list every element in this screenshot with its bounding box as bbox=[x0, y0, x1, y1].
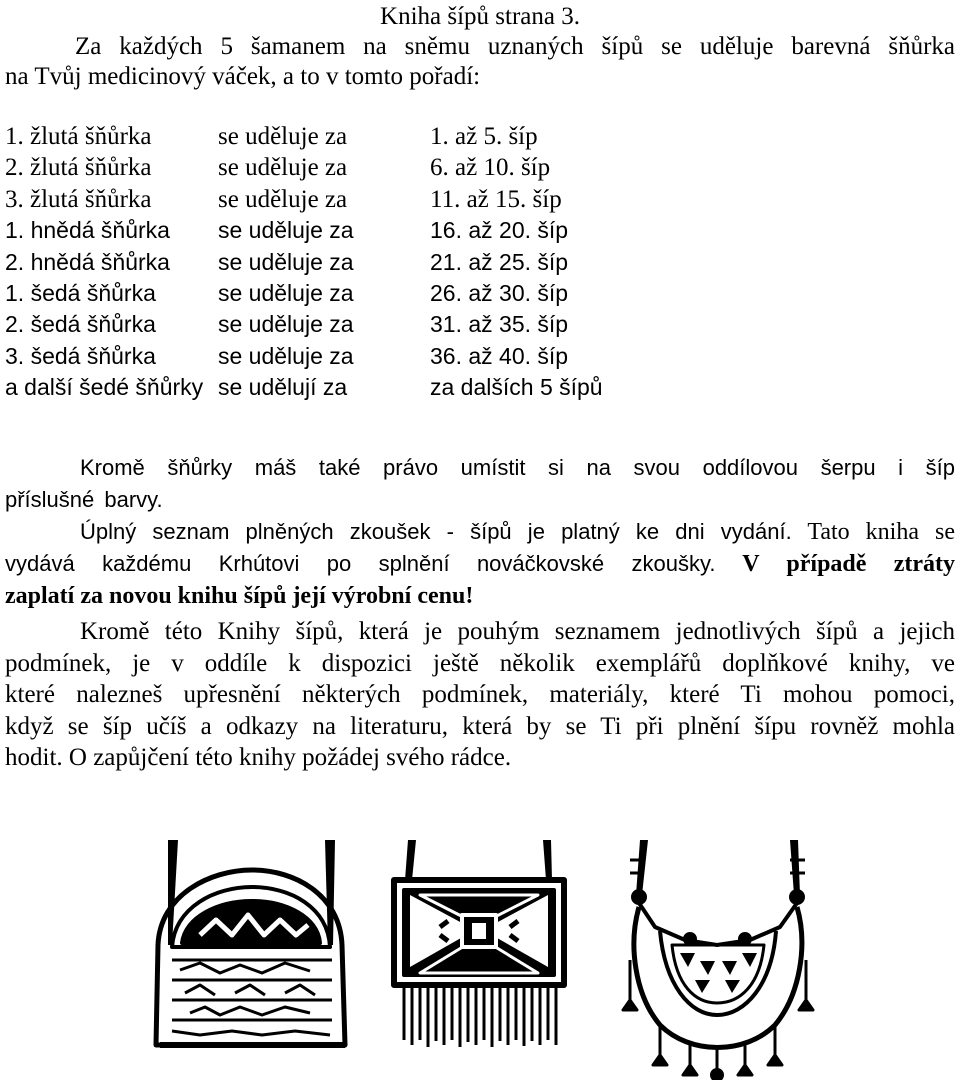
page-title: Kniha šípů strana 3. bbox=[380, 3, 580, 30]
supplement-paragraph bbox=[5, 616, 955, 774]
award-verb: se uděluje za bbox=[218, 217, 354, 244]
validity-text-3: vydává každému Krhútovi po splnění nováčkovské zkoušky. bbox=[5, 551, 716, 576]
validity-line-3 bbox=[5, 580, 955, 612]
award-verb: se uděluje za bbox=[218, 154, 348, 182]
arrow-range: 11. až 15. šíp bbox=[430, 185, 562, 213]
pouch-beaded-icon bbox=[623, 840, 813, 1080]
arrow-range: 26. až 30. šíp bbox=[430, 279, 569, 306]
medicine-pouch-illustrations bbox=[0, 835, 960, 1080]
award-verb: se uděluje za bbox=[218, 123, 348, 150]
validity-line-2 bbox=[5, 548, 955, 580]
arrow-range: 21. až 25. šíp bbox=[430, 248, 569, 275]
cord-name: 2. šedá šňůrka bbox=[5, 311, 156, 338]
table-row bbox=[5, 152, 955, 183]
table-row bbox=[5, 247, 955, 278]
table-row bbox=[5, 121, 955, 152]
validity-line-1 bbox=[5, 516, 955, 548]
cord-name: 1. šedá šňůrka bbox=[5, 279, 156, 306]
award-verb: se uděluje za bbox=[218, 311, 354, 338]
pouch-square-icon bbox=[394, 840, 564, 1047]
arrow-range: 6. až 10. šíp bbox=[430, 154, 551, 182]
cord-name: 1. žlutá šňůrka bbox=[5, 123, 152, 150]
cord-name: 1. hnědá šňůrka bbox=[5, 217, 170, 244]
supplement-line-2: podmínek, je v oddíle k dispozici ještě několik exemplářů doplňkové knihy, ve bbox=[5, 649, 955, 677]
award-verb: se udělují za bbox=[218, 374, 348, 401]
table-row bbox=[5, 309, 955, 340]
table-row bbox=[5, 278, 955, 309]
cord-name: a další šedé šňůrky bbox=[5, 374, 204, 401]
sash-paragraph bbox=[5, 452, 955, 516]
sash-line-1: Kromě šňůrky máš také právo umístit si na svou oddílovou šerpu i šíp bbox=[80, 455, 955, 480]
loss-warning-2: zaplatí za novou knihu šípů její výrobní cenu! bbox=[5, 583, 474, 609]
validity-paragraph bbox=[5, 516, 955, 612]
loss-warning-1: V případě ztráty bbox=[715, 551, 955, 577]
intro-line-2: na Tvůj medicinový váček, a to v tomto pořadí: bbox=[5, 63, 481, 90]
arrow-range: 16. až 20. šíp bbox=[430, 217, 569, 244]
validity-text-2: Tato kniha se bbox=[791, 519, 956, 545]
table-row bbox=[5, 215, 955, 246]
arrow-range: 31. až 35. šíp bbox=[430, 311, 569, 338]
supplement-line-3: které nalezneš upřesnění některých podmínek, materiály, které Ti mohou pomoci, bbox=[5, 681, 955, 708]
arrow-range: 36. až 40. šíp bbox=[430, 342, 569, 369]
cord-name: 3. žlutá šňůrka bbox=[5, 185, 152, 213]
pouch-arched-icon bbox=[156, 840, 345, 1045]
validity-text-1: Úplný seznam plněných zkoušek - šípů je platný ke dni vydání. bbox=[80, 519, 792, 544]
table-row bbox=[5, 372, 955, 403]
cord-award-table bbox=[5, 121, 955, 404]
sash-line-2: příslušné barvy. bbox=[5, 487, 163, 512]
cord-name: 3. šedá šňůrka bbox=[5, 342, 156, 369]
table-row bbox=[5, 341, 955, 372]
award-verb: se uděluje za bbox=[218, 185, 348, 213]
cord-name: 2. hnědá šňůrka bbox=[5, 248, 170, 275]
intro-paragraph bbox=[5, 32, 955, 92]
supplement-line-5: hodit. O zapůjčení této knihy požádej svého rádce. bbox=[5, 744, 512, 771]
award-verb: se uděluje za bbox=[218, 279, 354, 306]
arrow-range: 1. až 5. šíp bbox=[430, 123, 538, 150]
award-verb: se uděluje za bbox=[218, 248, 354, 275]
award-verb: se uděluje za bbox=[218, 342, 354, 369]
supplement-line-1: Kromě této Knihy šípů, která je pouhým seznamem jednotlivých šípů a jejich bbox=[80, 618, 955, 645]
illustrations-svg bbox=[0, 835, 960, 1080]
arrow-range: za dalších 5 šípů bbox=[430, 374, 603, 401]
cord-name: 2. žlutá šňůrka bbox=[5, 154, 152, 182]
intro-line-1: Za každých 5 šamanem na sněmu uznaných šípů se uděluje barevná šňůrka bbox=[75, 33, 955, 60]
supplement-line-4: když se šíp učíš a odkazy na literaturu, která by se Ti při plnění šípu rovněž mohla bbox=[5, 712, 955, 740]
table-row bbox=[5, 184, 955, 215]
